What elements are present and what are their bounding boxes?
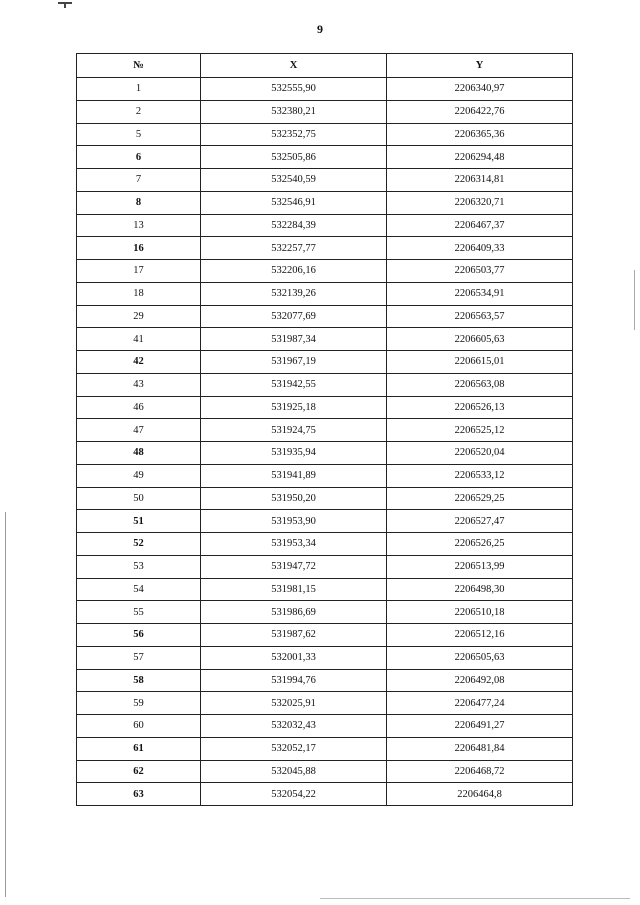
point-number-cell: 8 (77, 191, 201, 214)
x-coordinate-cell: 531935,94 (201, 442, 387, 465)
x-coordinate-cell: 531925,18 (201, 396, 387, 419)
column-header-number: № (77, 54, 201, 78)
table-row (77, 237, 573, 260)
point-number-cell: 58 (77, 669, 201, 692)
point-number-cell: 43 (77, 373, 201, 396)
point-number-cell: 41 (77, 328, 201, 351)
x-coordinate-cell: 531987,34 (201, 328, 387, 351)
scan-mark (64, 2, 66, 8)
y-coordinate-cell: 2206468,72 (387, 760, 573, 783)
y-coordinate-cell: 2206409,33 (387, 237, 573, 260)
x-coordinate-cell: 532045,88 (201, 760, 387, 783)
point-number-cell: 5 (77, 123, 201, 146)
y-coordinate-cell: 2206294,48 (387, 146, 573, 169)
table-row (77, 351, 573, 374)
x-coordinate-cell: 531942,55 (201, 373, 387, 396)
y-coordinate-cell: 2206513,99 (387, 555, 573, 578)
y-coordinate-cell: 2206503,77 (387, 260, 573, 283)
y-coordinate-cell: 2206520,04 (387, 442, 573, 465)
y-coordinate-cell: 2206422,76 (387, 100, 573, 123)
point-number-cell: 52 (77, 533, 201, 556)
table-row (77, 464, 573, 487)
point-number-cell: 55 (77, 601, 201, 624)
point-number-cell: 63 (77, 783, 201, 806)
point-number-cell: 29 (77, 305, 201, 328)
x-coordinate-cell: 531987,62 (201, 624, 387, 647)
table-row (77, 419, 573, 442)
column-header-y: Y (387, 54, 573, 78)
y-coordinate-cell: 2206491,27 (387, 715, 573, 738)
x-coordinate-cell: 532025,91 (201, 692, 387, 715)
x-coordinate-cell: 531953,90 (201, 510, 387, 533)
y-coordinate-cell: 2206481,84 (387, 737, 573, 760)
y-coordinate-cell: 2206529,25 (387, 487, 573, 510)
point-number-cell: 56 (77, 624, 201, 647)
y-coordinate-cell: 2206527,47 (387, 510, 573, 533)
point-number-cell: 18 (77, 282, 201, 305)
y-coordinate-cell: 2206492,08 (387, 669, 573, 692)
table-row (77, 510, 573, 533)
y-coordinate-cell: 2206533,12 (387, 464, 573, 487)
x-coordinate-cell: 531986,69 (201, 601, 387, 624)
table-row (77, 373, 573, 396)
point-number-cell: 53 (77, 555, 201, 578)
point-number-cell: 6 (77, 146, 201, 169)
table-row (77, 555, 573, 578)
x-coordinate-cell: 531941,89 (201, 464, 387, 487)
y-coordinate-cell: 2206365,36 (387, 123, 573, 146)
x-coordinate-cell: 532001,33 (201, 646, 387, 669)
table-row (77, 100, 573, 123)
y-coordinate-cell: 2206340,97 (387, 78, 573, 101)
table-row (77, 737, 573, 760)
x-coordinate-cell: 532284,39 (201, 214, 387, 237)
point-number-cell: 60 (77, 715, 201, 738)
point-number-cell: 62 (77, 760, 201, 783)
table-row (77, 191, 573, 214)
point-number-cell: 16 (77, 237, 201, 260)
y-coordinate-cell: 2206563,57 (387, 305, 573, 328)
x-coordinate-cell: 531953,34 (201, 533, 387, 556)
point-number-cell: 7 (77, 169, 201, 192)
table-row (77, 328, 573, 351)
table-row (77, 214, 573, 237)
y-coordinate-cell: 2206498,30 (387, 578, 573, 601)
x-coordinate-cell: 532032,43 (201, 715, 387, 738)
column-header-x: X (201, 54, 387, 78)
table-row (77, 123, 573, 146)
table-row (77, 715, 573, 738)
y-coordinate-cell: 2206512,16 (387, 624, 573, 647)
point-number-cell: 48 (77, 442, 201, 465)
x-coordinate-cell: 532054,22 (201, 783, 387, 806)
y-coordinate-cell: 2206526,25 (387, 533, 573, 556)
y-coordinate-cell: 2206477,24 (387, 692, 573, 715)
x-coordinate-cell: 532546,91 (201, 191, 387, 214)
point-number-cell: 1 (77, 78, 201, 101)
y-coordinate-cell: 2206320,71 (387, 191, 573, 214)
point-number-cell: 17 (77, 260, 201, 283)
y-coordinate-cell: 2206534,91 (387, 282, 573, 305)
point-number-cell: 50 (77, 487, 201, 510)
table-row (77, 624, 573, 647)
y-coordinate-cell: 2206563,08 (387, 373, 573, 396)
scan-edge-line (634, 270, 635, 330)
table-row (77, 282, 573, 305)
scan-edge-line (5, 512, 6, 897)
x-coordinate-cell: 532380,21 (201, 100, 387, 123)
x-coordinate-cell: 532206,16 (201, 260, 387, 283)
table-row (77, 396, 573, 419)
table-row (77, 783, 573, 806)
point-number-cell: 2 (77, 100, 201, 123)
y-coordinate-cell: 2206314,81 (387, 169, 573, 192)
y-coordinate-cell: 2206525,12 (387, 419, 573, 442)
point-number-cell: 47 (77, 419, 201, 442)
x-coordinate-cell: 531947,72 (201, 555, 387, 578)
table-row (77, 692, 573, 715)
y-coordinate-cell: 2206510,18 (387, 601, 573, 624)
y-coordinate-cell: 2206464,8 (387, 783, 573, 806)
coordinates-table (76, 53, 573, 806)
x-coordinate-cell: 532257,77 (201, 237, 387, 260)
table-row (77, 260, 573, 283)
table-row (77, 78, 573, 101)
table-row (77, 305, 573, 328)
point-number-cell: 61 (77, 737, 201, 760)
table-row (77, 533, 573, 556)
y-coordinate-cell: 2206505,63 (387, 646, 573, 669)
x-coordinate-cell: 531981,15 (201, 578, 387, 601)
point-number-cell: 57 (77, 646, 201, 669)
y-coordinate-cell: 2206605,63 (387, 328, 573, 351)
x-coordinate-cell: 532139,26 (201, 282, 387, 305)
x-coordinate-cell: 532555,90 (201, 78, 387, 101)
point-number-cell: 13 (77, 214, 201, 237)
x-coordinate-cell: 532352,75 (201, 123, 387, 146)
table-row (77, 578, 573, 601)
y-coordinate-cell: 2206526,13 (387, 396, 573, 419)
table-row (77, 169, 573, 192)
table-header-row (77, 54, 573, 78)
table-row (77, 442, 573, 465)
point-number-cell: 54 (77, 578, 201, 601)
x-coordinate-cell: 531994,76 (201, 669, 387, 692)
point-number-cell: 59 (77, 692, 201, 715)
x-coordinate-cell: 532540,59 (201, 169, 387, 192)
table-row (77, 601, 573, 624)
point-number-cell: 51 (77, 510, 201, 533)
scan-bottom-line (320, 898, 630, 899)
x-coordinate-cell: 531924,75 (201, 419, 387, 442)
table-row (77, 646, 573, 669)
x-coordinate-cell: 532052,17 (201, 737, 387, 760)
y-coordinate-cell: 2206467,37 (387, 214, 573, 237)
point-number-cell: 46 (77, 396, 201, 419)
point-number-cell: 49 (77, 464, 201, 487)
point-number-cell: 42 (77, 351, 201, 374)
y-coordinate-cell: 2206615,01 (387, 351, 573, 374)
table-row (77, 487, 573, 510)
table-row (77, 760, 573, 783)
x-coordinate-cell: 531950,20 (201, 487, 387, 510)
x-coordinate-cell: 531967,19 (201, 351, 387, 374)
x-coordinate-cell: 532505,86 (201, 146, 387, 169)
page-number: 9 (317, 22, 323, 36)
x-coordinate-cell: 532077,69 (201, 305, 387, 328)
table-row (77, 146, 573, 169)
table-row (77, 669, 573, 692)
